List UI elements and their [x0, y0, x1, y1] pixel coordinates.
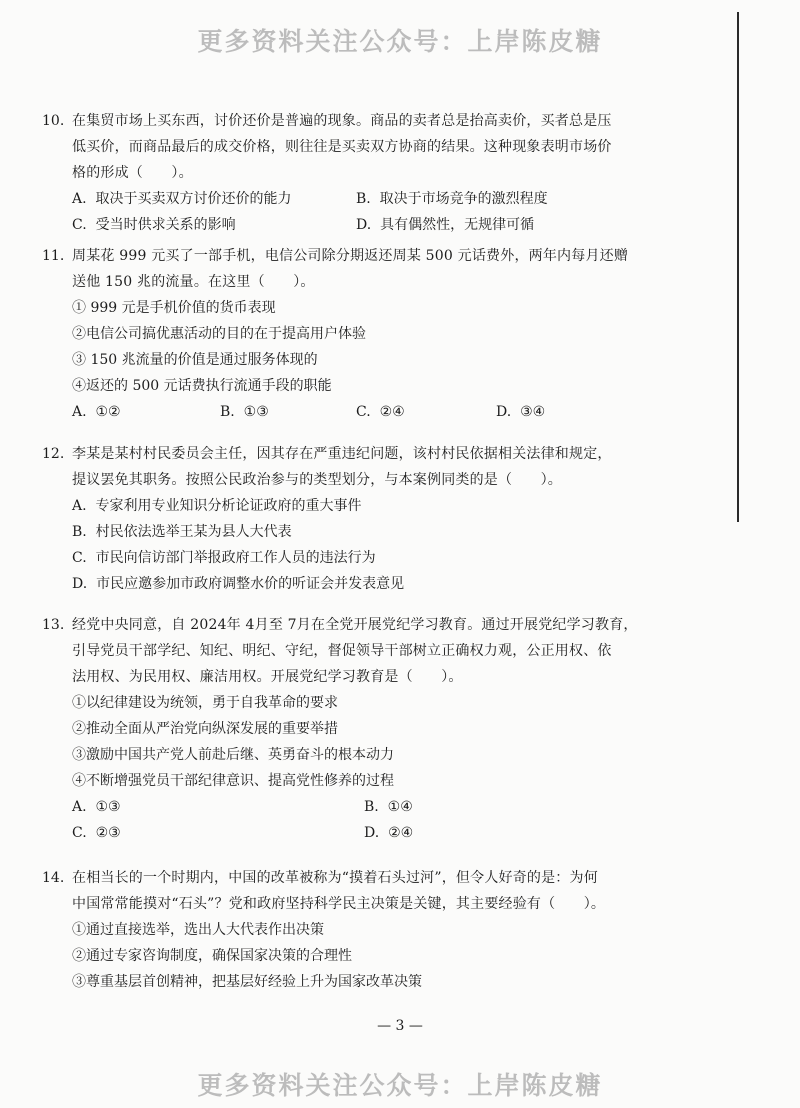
- options: [72, 794, 674, 846]
- statement-item: ③激励中国共产党人前赴后继、英勇奋斗的根本动力: [72, 747, 394, 763]
- statement-item: ②电信公司搞优惠活动的目的在于提高用户体验: [72, 326, 366, 342]
- question-number: 13.: [42, 617, 65, 633]
- stem-line: 李某是某村村民委员会主任，因其存在严重违纪问题，该村村民依据相关法律和规定，: [72, 446, 612, 462]
- option-text: ①②: [95, 404, 121, 420]
- question-number: 11.: [42, 248, 65, 264]
- option-text: ①③: [243, 404, 269, 420]
- options: [72, 399, 674, 425]
- option-text: ②④: [388, 825, 414, 841]
- option-label: C.: [356, 404, 371, 420]
- option-text: 市民应邀参加市政府调整水价的听证会并发表意见: [96, 576, 405, 592]
- option-d: [496, 399, 545, 425]
- page-number: — 3 —: [377, 1018, 423, 1034]
- statement-item: ①通过直接选举，选出人大代表作出决策: [72, 922, 324, 938]
- option-label: A.: [72, 799, 87, 815]
- statement-item: ②推动全面从严治党向纵深发展的重要举措: [72, 721, 338, 737]
- question-number: 12.: [42, 446, 65, 462]
- option-label: D.: [72, 576, 88, 592]
- option-label: C.: [72, 217, 87, 233]
- option-c: [356, 399, 405, 425]
- option-text: 取决于买卖双方讨价还价的能力: [95, 191, 292, 207]
- option-label: B.: [356, 191, 371, 207]
- statement-item: ④不断增强党员干部纪律意识、提高党性修养的过程: [72, 773, 394, 789]
- option-label: B.: [220, 404, 235, 420]
- option-text: 具有偶然性，无规律可循: [380, 217, 535, 233]
- statement-item: ②通过专家咨询制度，确保国家决策的合理性: [72, 948, 352, 964]
- option-a: [72, 186, 291, 212]
- option-c: [72, 545, 674, 571]
- stem-line: 提议罢免其职务。按照公民政治参与的类型划分，与本案例同类的是（ ）。: [72, 472, 562, 488]
- option-label: A.: [72, 498, 87, 514]
- statement-item: ③ 150 兆流量的价值是通过服务体现的: [72, 352, 318, 368]
- question-13: [44, 612, 674, 846]
- option-text: ②④: [379, 404, 405, 420]
- watermark-bottom: 更多资料关注公众号：上岸陈皮糖: [197, 1071, 603, 1100]
- option-d: [72, 571, 674, 597]
- stem-line: 送他 150 兆的流量。在这里（ ）。: [72, 274, 315, 290]
- option-text: 受当时供求关系的影响: [95, 217, 236, 233]
- option-d: [364, 820, 413, 846]
- question-number: 10.: [42, 113, 65, 129]
- question-14: [44, 865, 674, 995]
- option-b: [364, 794, 413, 820]
- option-b: [72, 519, 674, 545]
- watermark-top: 更多资料关注公众号：上岸陈皮糖: [197, 27, 603, 56]
- statement-item: ① 999 元是手机价值的货币表现: [72, 300, 276, 316]
- option-label: A.: [72, 191, 87, 207]
- option-c: [72, 212, 236, 238]
- stem-line: 中国常常能摸对“石头”？党和政府坚持科学民主决策是关键，其主要经验有（ ）。: [72, 896, 606, 912]
- stem-line: 法用权、为民用权、廉洁用权。开展党纪学习教育是（ ）。: [72, 669, 463, 685]
- option-text: 专家利用专业知识分析论证政府的重大事件: [95, 498, 362, 514]
- option-label: C.: [72, 550, 87, 566]
- stem-line: 低买价，而商品最后的成交价格，则往往是买卖双方协商的结果。这种现象表明市场价: [72, 139, 612, 155]
- option-b: [220, 399, 269, 425]
- question-stem: [72, 865, 674, 917]
- option-b: [356, 186, 548, 212]
- question-number: 14.: [42, 870, 65, 886]
- statement-item: ④返还的 500 元话费执行流通手段的职能: [72, 378, 332, 394]
- stem-line: 格的形成（ ）。: [72, 165, 193, 181]
- stem-line: 经党中央同意，自 2024年 4月至 7月在全党开展党纪学习教育。通过开展党纪学习教育，: [72, 617, 638, 633]
- question-stem: [72, 441, 674, 493]
- option-text: ②③: [95, 825, 121, 841]
- question-stem: [72, 243, 674, 295]
- question-stem: [72, 108, 674, 186]
- option-text: ①④: [387, 799, 413, 815]
- option-a: [72, 794, 121, 820]
- statement-item: ③尊重基层首创精神，把基层好经验上升为国家改革决策: [72, 974, 422, 990]
- statement-item: ①以纪律建设为统领，勇于自我革命的要求: [72, 695, 338, 711]
- option-c: [72, 820, 121, 846]
- option-a: [72, 493, 674, 519]
- option-label: A.: [72, 404, 87, 420]
- option-label: D.: [356, 217, 372, 233]
- stem-line: 在相当长的一个时期内，中国的改革被称为“摸着石头过河”，但令人好奇的是：为何: [72, 870, 598, 886]
- option-label: D.: [364, 825, 380, 841]
- option-text: 市民向信访部门举报政府工作人员的违法行为: [95, 550, 376, 566]
- option-label: C.: [72, 825, 87, 841]
- option-text: ①③: [95, 799, 121, 815]
- options: [72, 186, 674, 238]
- question-11: [44, 243, 674, 425]
- question-12: [44, 441, 674, 597]
- question-stem: [72, 612, 674, 690]
- stem-line: 周某花 999 元买了一部手机，电信公司除分期返还周某 500 元话费外，两年内每月还赠: [72, 248, 629, 264]
- option-label: D.: [496, 404, 512, 420]
- question-10: [44, 108, 674, 238]
- option-text: 取决于市场竞争的激烈程度: [379, 191, 548, 207]
- option-label: B.: [364, 799, 379, 815]
- option-text: 村民依法选举王某为县人大代表: [95, 524, 292, 540]
- option-text: ③④: [520, 404, 546, 420]
- option-a: [72, 399, 121, 425]
- stem-line: 引导党员干部学纪、知纪、明纪、守纪，督促领导干部树立正确权力观，公正用权、依: [72, 643, 612, 659]
- option-label: B.: [72, 524, 87, 540]
- stem-line: 在集贸市场上买东西，讨价还价是普遍的现象。商品的卖者总是抬高卖价，买者总是压: [72, 113, 612, 129]
- option-d: [356, 212, 534, 238]
